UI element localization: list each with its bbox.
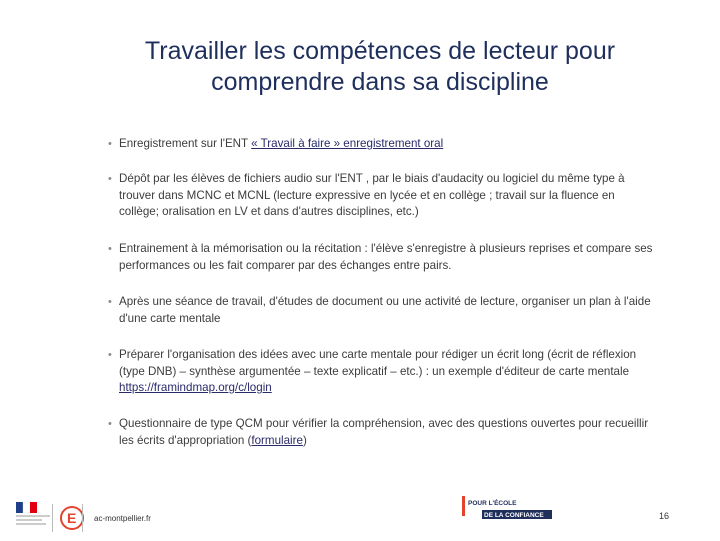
bullet-text: Entrainement à la mémorisation ou la récitation : l'élève s'enregistre à plusieurs reprises et compare ses performances ou les fait comparer par des échanges entre pairs.: [119, 242, 653, 272]
bullet-dot-icon: •: [108, 243, 112, 255]
bullet-item: [108, 294, 656, 327]
slide-title-line-1: Travailler les compétences de lecteur pour: [144, 37, 616, 65]
bullet-dot-icon: •: [108, 296, 112, 308]
footer-site-label: ac-montpellier.fr: [94, 514, 151, 523]
ecole-confiance-logo: [462, 496, 562, 524]
bullet-text: Questionnaire de type QCM pour vérifier la compréhension, avec des questions ouvertes pour recueillir les écrits d'appropriation (: [119, 417, 649, 447]
bullet-text: Préparer l'organisation des idées avec une carte mentale pour rédiger un écrit long (écrit de réflexion (type DNB) – synthèse argumentée – texte explicatif – etc.) : un exemple d'éditeur de carte mentale: [119, 348, 637, 378]
framindmap-link[interactable]: https://framindmap.org/c/login: [119, 381, 272, 394]
ent-link[interactable]: « Travail à faire » enregistrement oral: [251, 137, 444, 150]
bullet-item: [108, 347, 656, 397]
page-number: 16: [659, 511, 670, 521]
formulaire-link[interactable]: formulaire: [251, 433, 303, 447]
slide-title-line-2: comprendre dans sa discipline: [211, 68, 549, 96]
svg-text:DE LA CONFIANCE: DE LA CONFIANCE: [484, 512, 544, 519]
footer-logos: [14, 500, 174, 536]
bullet-text-after: ): [302, 433, 307, 447]
bullet-dot-icon: •: [108, 349, 112, 361]
svg-text:E: E: [67, 510, 77, 526]
bullet-dot-icon: •: [108, 138, 112, 150]
slide-title: [60, 36, 700, 98]
bullet-dot-icon: •: [108, 418, 112, 430]
bullet-dot-icon: •: [108, 173, 112, 185]
svg-text:POUR L'ÉCOLE: POUR L'ÉCOLE: [468, 500, 517, 507]
bullet-item: [108, 416, 656, 449]
bullet-text: Après une séance de travail, d'études de document ou une activité de lecture, organiser un plan à l'aide d'une carte mentale: [119, 295, 651, 325]
ecole-confiance-icon: [462, 496, 562, 524]
bullet-item: [108, 171, 656, 221]
bullet-text: Dépôt par les élèves de fichiers audio sur l'ENT , par le biais d'audacity ou logiciel du même type à trouver dans MCNC et MCNL (lecture expressive en lycée et en collège ; travail sur la fluence en collège; oralisation en LV et dans d'autres disciplines, etc.): [119, 172, 625, 218]
bullet-text: Enregistrement sur l'ENT: [119, 137, 252, 150]
bullet-item: [108, 241, 656, 274]
region-academique-logo: [14, 500, 174, 536]
bullet-item: [108, 136, 656, 153]
